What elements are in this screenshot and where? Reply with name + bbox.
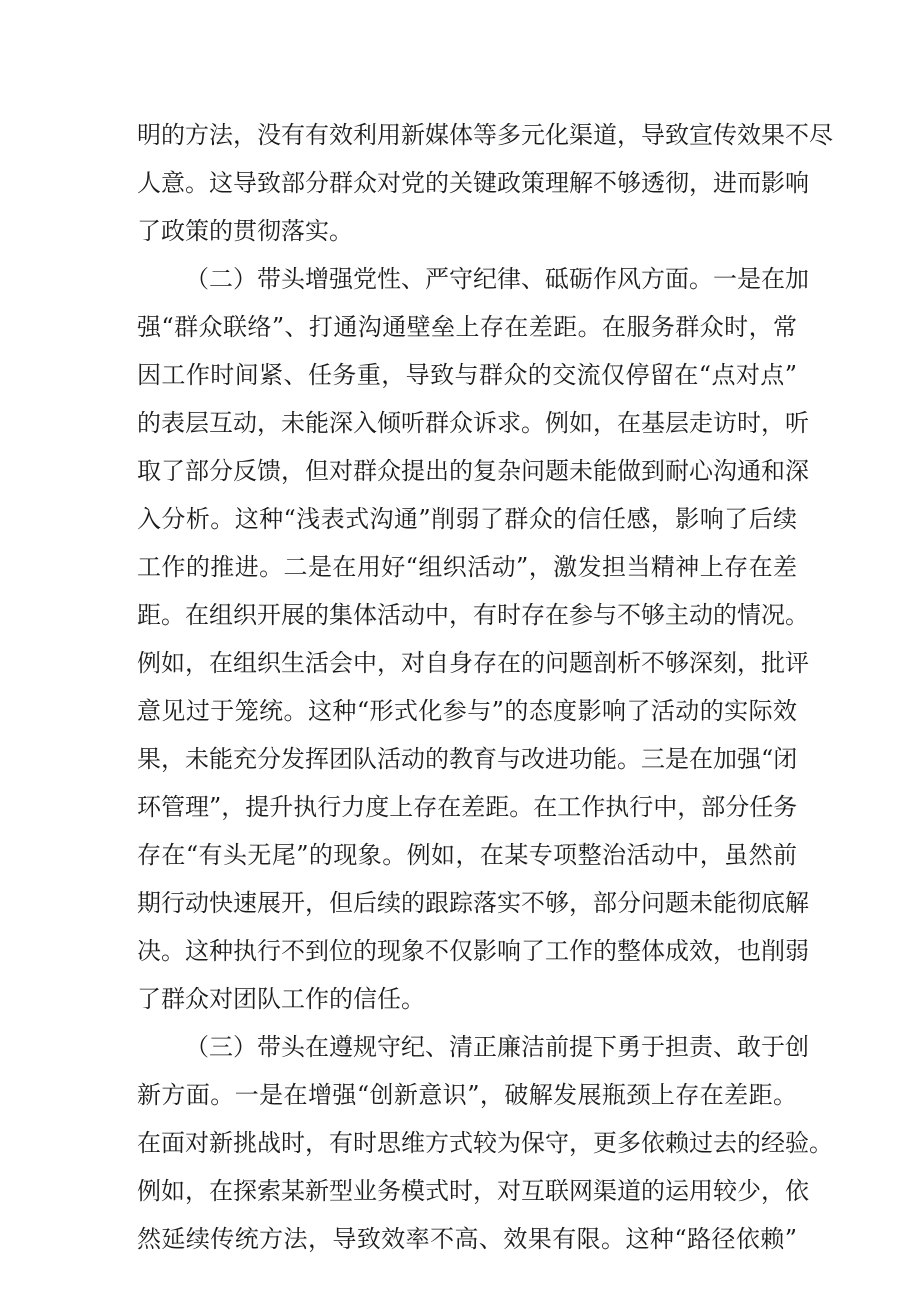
text-line: 取了部分反馈，但对群众提出的复杂问题未能做到耐心沟通和深 xyxy=(137,457,809,485)
text-line: 入分析。这种“浅表式沟通”削弱了群众的信任感，影响了后续 xyxy=(137,505,797,533)
text-line: 意见过于笼统。这种“形式化参与”的态度影响了活动的实际效 xyxy=(137,697,797,725)
text-line: 存在“有头无尾”的现象。例如，在某专项整治活动中，虽然前 xyxy=(137,841,797,869)
text-line: 了群众对团队工作的信任。 xyxy=(137,985,425,1013)
text-line: 强“群众联络”、打通沟通壁垒上存在差距。在服务群众时，常 xyxy=(137,313,797,341)
text-line: 新方面。一是在增强“创新意识”，破解发展瓶颈上存在差距。 xyxy=(137,1081,797,1109)
text-line: 明的方法，没有有效利用新媒体等多元化渠道，导致宣传效果不尽 xyxy=(137,121,833,149)
text-line: 例如，在组织生活会中，对自身存在的问题剖析不够深刻，批评 xyxy=(137,649,809,677)
text-line: 在面对新挑战时，有时思维方式较为保守，更多依赖过去的经验。 xyxy=(137,1129,833,1157)
section-heading-three: （三）带头在遵规守纪、清正廉洁前提下勇于担责、敢于创 xyxy=(185,1033,809,1061)
text-line: 例如，在探索某新型业务模式时，对互联网渠道的运用较少，依 xyxy=(137,1177,809,1205)
text-line: 因工作时间紧、任务重，导致与群众的交流仅停留在“点对点” xyxy=(137,361,797,389)
text-line: 人意。这导致部分群众对党的关键政策理解不够透彻，进而影响 xyxy=(137,169,809,197)
text-line: 期行动快速展开，但后续的跟踪落实不够，部分问题未能彻底解 xyxy=(137,889,809,917)
text-line: 距。在组织开展的集体活动中，有时存在参与不够主动的情况。 xyxy=(137,601,809,629)
text-line: 决。这种执行不到位的现象不仅影响了工作的整体成效，也削弱 xyxy=(137,937,809,965)
text-line: 的表层互动，未能深入倾听群众诉求。例如，在基层走访时，听 xyxy=(137,409,809,437)
section-heading-two: （二）带头增强党性、严守纪律、砥砺作风方面。一是在加 xyxy=(185,265,809,293)
text-line: 环管理”，提升执行力度上存在差距。在工作执行中，部分任务 xyxy=(137,793,798,821)
text-line: 果，未能充分发挥团队活动的教育与改进功能。三是在加强“闭 xyxy=(137,745,798,773)
text-line: 然延续传统方法，导致效率不高、效果有限。这种“路径依赖” xyxy=(137,1225,797,1253)
text-line: 工作的推进。二是在用好“组织活动”，激发担当精神上存在差 xyxy=(137,553,797,581)
text-line: 了政策的贯彻落实。 xyxy=(137,217,353,245)
